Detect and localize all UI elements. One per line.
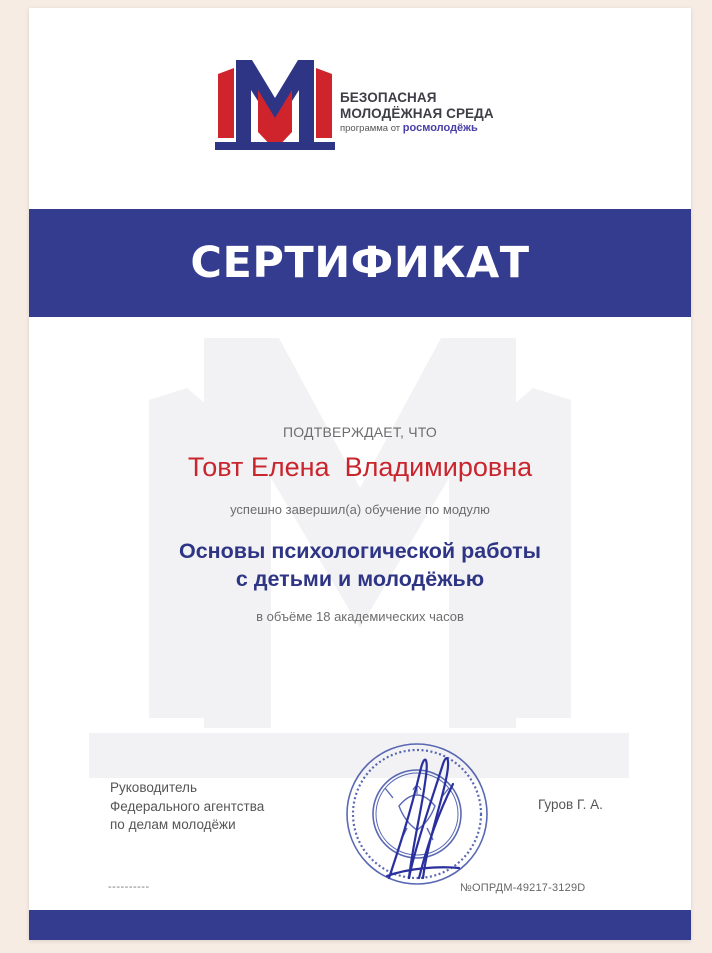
recipient-name: Товт Елена Владимировна <box>187 452 533 482</box>
bottom-band <box>29 910 691 940</box>
title-band <box>29 209 691 317</box>
logo-program-prefix: программа от <box>340 123 403 134</box>
signer-name: Гуров Г. А. <box>538 797 603 812</box>
program-logo-icon <box>215 60 335 160</box>
logo-program-line <box>340 122 494 135</box>
course-volume: в объёме 18 академических часов <box>256 609 464 624</box>
certificate-sheet <box>29 8 691 940</box>
signer-position-line-3: по делам молодёжи <box>110 817 236 832</box>
logo-brand-name: росмолодёжь <box>402 122 478 134</box>
course-title-line-1: Основы психологической работы <box>179 539 541 563</box>
signature-dash-line: ---------- <box>108 881 150 893</box>
official-seal-icon <box>329 728 509 908</box>
certificate-title: СЕРТИФИКАТ <box>190 238 530 288</box>
logo-line-2: МОЛОДЁЖНАЯ СРЕДА <box>340 106 494 121</box>
confirms-text: ПОДТВЕРЖДАЕТ, ЧТО <box>283 424 437 440</box>
signer-position-line-2: Федерального агентства <box>110 798 265 814</box>
completed-text: успешно завершил(а) обучение по модулю <box>230 502 490 517</box>
course-title <box>29 537 691 593</box>
program-logo-text <box>340 90 494 135</box>
signer-position-line-1: Руководитель <box>110 780 197 795</box>
registration-number: №ОПРДМ-49217-3129D <box>460 882 586 894</box>
logo-line-1: БЕЗОПАСНАЯ <box>340 90 437 105</box>
course-title-line-2: с детьми и молодёжью <box>235 567 485 591</box>
signer-position <box>110 779 264 835</box>
